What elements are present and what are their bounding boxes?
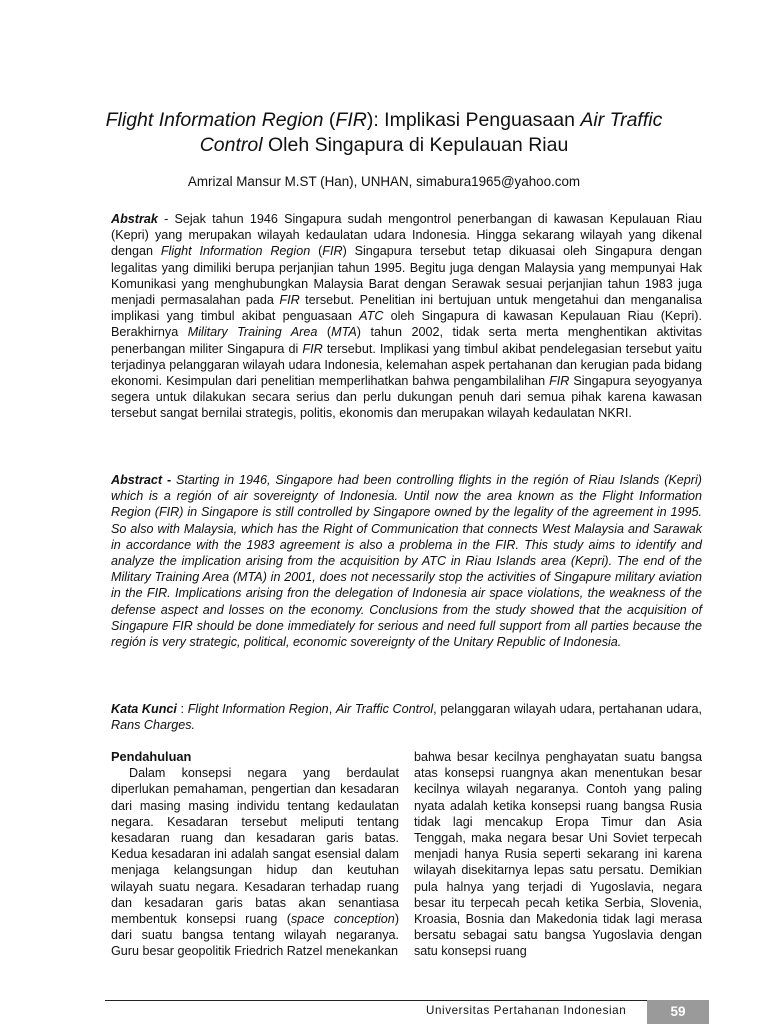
keywords-label: Kata Kunci [111, 702, 177, 716]
body-column-left [111, 749, 399, 960]
keywords-text: , pelanggaran wilayah udara, pertahanan udara, [433, 702, 702, 716]
keywords-text: Flight Information Region [187, 702, 329, 716]
keywords-text: Air Traffic Control [335, 702, 434, 716]
abstrak-text: - Sejak tahun 1946 Singapura sudah mengontrol penerbangan di kawasan Kepulauan Riau (Kepri) yang merupakan wilayah kedaulatan udara Indonesia. Hingga sekarang wilayah yang dikenal dengan [111, 212, 702, 259]
section-heading: Pendahuluan [111, 749, 192, 764]
title-part: ( [323, 109, 336, 131]
abstrak-text: FIR [549, 374, 570, 389]
abstrak-text: ) tahun 2002, tidak serta merta menghentikan aktivitas penerbangan militer Singapura di [111, 325, 703, 356]
paper-title [100, 108, 668, 158]
keywords-text: Rans Charges. [111, 718, 195, 733]
abstrak-text: tersebut. Penelitian ini bertujuan untuk mengetahui dan menganalisa implikasi yang timbul akibat penguasaan [111, 293, 702, 324]
title-part: ): Implikasi Penguasaan [366, 109, 581, 131]
abstract-label: Abstract - [111, 473, 172, 487]
abstrak-text: tersebut. Implikasi yang timbul akibat pendelegasian tersebut yaitu terjadinya pelanggaran wilayah udara Indonesia, kelemahan aspek pertahanan dan kerugian pada bidang ekonomi. Kesimpulan dari penelitian memperlihatkan bahwa pengambilalihan [111, 341, 703, 389]
title-part: Flight Information Region [105, 109, 324, 131]
body-text: space conception [290, 912, 395, 927]
footer-rule [105, 1000, 647, 1001]
abstrak-text: FIR [302, 341, 323, 356]
abstrak-text: Singapura seyogyanya segera untuk dilakukan secara serius dan perlu dukungan penuh dari semua pihak karena kawasan tersebut sangat bernilai strategis, politis, ekonomis dan merupakan wilayah kedaulatan NKRI. [111, 374, 702, 421]
keywords-text: : [176, 702, 188, 716]
abstrak-text: oleh Singapura di kawasan Kepulauan Riau (Kepri). Berakhirnya [111, 309, 703, 340]
keywords-paragraph [111, 701, 702, 733]
abstrak-text: MTA [331, 325, 357, 340]
title-part: Air Traffic Control [199, 109, 663, 156]
abstrak-text: ( [317, 325, 332, 340]
abstrak-text: FIR [279, 293, 300, 308]
body-column-right [414, 749, 702, 960]
abstrak-text: ATC [359, 309, 384, 324]
body-text: ) dari suatu bangsa tentang wilayah negaranya. Guru besar geopolitik Friedrich Ratzel menekankan [111, 912, 400, 959]
abstrak-text: Flight Information Region [160, 244, 311, 259]
abstrak-text: ( [310, 244, 323, 259]
abstrak-paragraph [111, 211, 702, 422]
page-number: 59 [647, 1000, 709, 1024]
abstrak-text: ) Singapura tersebut tetap dikuasai oleh Singapura dengan legalitas yang dimiliki berupa perjanjian tahun 1995. Begitu juga dengan Malaysia yang mempunyai Hak Komunikasi yang menghubungkan Malaysia Barat dengan Serawak sesuai perjanjian tahun 1983 juga menjadi permasalahan pada [111, 244, 702, 308]
body-paragraph [111, 765, 399, 959]
body-paragraph: bahwa besar kecilnya penghayatan suatu bangsa atas konsepsi ruangnya akan menentukan besar kecilnya wilayah negaranya. Contoh yang paling nyata adalah ketika konsepsi ruang bangsa Rusia tidak lagi mencakup Eropa Timur dan Asia Tenggah, maka negara besar Uni Soviet terpecah menjadi hanya Rusia seperti sekarang ini karena wilayah disekitarnya lepas satu persatu. Demikian pula halnya yang terjadi di Yugoslavia, negara besar itu terpecah pecah ketika Serbia, Slovenia, Kroasia, Bosnia dan Makedonia tidak lagi merasa bersatu sebagai satu bangsa Yugoslavia dengan satu konsepsi ruang [414, 750, 702, 959]
abstrak-text: Military Training Area [187, 325, 318, 340]
abstrak-label: Abstrak [111, 212, 158, 226]
keywords-text: , [328, 702, 336, 716]
title-part: FIR [335, 109, 367, 131]
abstrak-text: FIR [322, 244, 343, 259]
footer-institution: Universitas Pertahanan Indonesian [426, 1004, 627, 1017]
abstract-text: Starting in 1946, Singapore had been controlling flights in the región of Riau Islands (Kepri) which is a región of air sovereignty of Indonesia. Until now the area known as the Flight Information Region (FIR) in Singapore is still controlled by Singapore owned by the legality of the agreement in 1995. So also with Malaysia, which has the Right of Communication that connects West Malaysia and Sarawak in accordance with the 1983 agreement is also a problema in the FIR. This study aims to identify and analyze the implication arising from the acquisition by ATC in Riau Islands area (Kepri). The end of the Military Training Area (MTA) in 2001, does not necessarily stop the activities of Singapure military aviation in the FIR. Implications arising fron the delegation of Indonesia air space violations, the weakness of the defense aspect and losses on the economy. Conclusions from the study showed that the acquisition of Singapure FIR should be done immediately for serious and need full support from all parties because the región is very strategic, political, economic sovereignty of the Unitary Republic of Indonesia. [111, 473, 702, 650]
body-text: Dalam konsepsi negara yang berdaulat diperlukan pemahaman, pengertian dan kesadaran dari masing masing individu tentang kedaulatan negara. Kesadaran tersebut meliputi tentang kesadaran ruang dan kesadaran garis batas. Kedua kesadaran ini adalah sangat esensial dalam menjaga kelangsungan hidup dan keutuhan wilayah suatu negara. Kesadaran terhadap ruang dan kesadaran garis batas akan senantiasa membentuk konsepsi ruang ( [111, 766, 399, 927]
author-line: Amrizal Mansur M.ST (Han), UNHAN, simabura1965@yahoo.com [187, 174, 581, 189]
title-part: Oleh Singapura di Kepulauan Riau [262, 134, 569, 156]
abstract-paragraph [111, 472, 702, 650]
